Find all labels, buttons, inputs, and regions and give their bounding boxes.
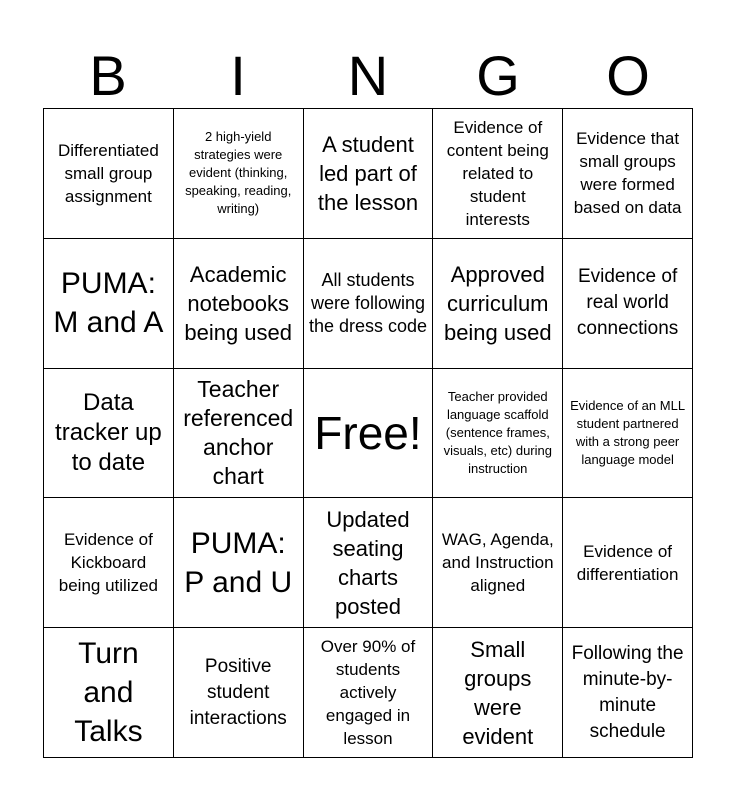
cell-text: Evidence of differentiation xyxy=(576,541,679,584)
bingo-cell[interactable] xyxy=(433,369,563,499)
cell-text: WAG, Agenda, and Instruction aligned xyxy=(441,530,554,596)
bingo-cell[interactable] xyxy=(304,239,434,369)
cell-text: Evidence of content being related to student interests xyxy=(446,117,549,229)
bingo-cell[interactable] xyxy=(174,628,304,758)
bingo-cell[interactable] xyxy=(433,498,563,628)
cell-text: Differentiated small group assignment xyxy=(57,140,159,206)
cell-text: Teacher provided language scaffold (sentence frames, visuals, etc) during instruction xyxy=(443,388,552,476)
cell-text: PUMA: M and A xyxy=(53,267,164,340)
cell-text: Over 90% of students actively engaged in lesson xyxy=(320,637,416,749)
bingo-cell[interactable] xyxy=(174,109,304,239)
bingo-cell[interactable] xyxy=(44,628,174,758)
cell-text: Evidence of an MLL student partnered with a strong peer language model xyxy=(570,397,686,467)
bingo-board xyxy=(43,108,693,758)
cell-text: A student led part of the lesson xyxy=(317,131,419,215)
bingo-cell[interactable] xyxy=(174,498,304,628)
bingo-cell[interactable] xyxy=(174,239,304,369)
bingo-cell[interactable] xyxy=(44,239,174,369)
bingo-cell[interactable] xyxy=(563,109,693,239)
bingo-cell[interactable] xyxy=(174,369,304,499)
cell-text: Evidence that small groups were formed based on data xyxy=(573,129,682,218)
cell-text: Turn and Talks xyxy=(74,637,143,749)
free-space-text: Free! xyxy=(314,406,422,459)
cell-text: Academic notebooks being used xyxy=(184,261,293,345)
cell-text: Evidence of real world connections xyxy=(576,266,679,340)
header-letter-n: N xyxy=(347,44,389,107)
bingo-cell[interactable] xyxy=(433,239,563,369)
bingo-cell[interactable] xyxy=(44,109,174,239)
cell-text: Data tracker up to date xyxy=(55,388,162,476)
bingo-cell[interactable] xyxy=(304,628,434,758)
bingo-cell[interactable] xyxy=(563,498,693,628)
bingo-cell[interactable] xyxy=(563,369,693,499)
header-letter-i: I xyxy=(230,44,246,107)
cell-text: Teacher referenced anchor chart xyxy=(183,375,294,489)
bingo-cell[interactable] xyxy=(304,498,434,628)
cell-text: Updated seating charts posted xyxy=(326,506,410,619)
bingo-cell[interactable] xyxy=(44,369,174,499)
bingo-cell[interactable] xyxy=(563,239,693,369)
bingo-cell[interactable] xyxy=(433,109,563,239)
cell-text: PUMA: P and U xyxy=(184,526,293,599)
cell-text: 2 high-yield strategies were evident (thinking, speaking, reading, writing) xyxy=(185,129,292,217)
cell-text: Approved curriculum being used xyxy=(443,261,552,345)
bingo-header xyxy=(43,44,693,108)
header-letter-g: G xyxy=(476,44,520,107)
cell-text: Positive student interactions xyxy=(189,655,287,729)
cell-text: All students were following the dress code xyxy=(308,269,428,336)
bingo-cell[interactable] xyxy=(563,628,693,758)
header-letter-b: B xyxy=(89,44,127,107)
cell-text: Following the minute-by-minute schedule xyxy=(571,642,684,742)
bingo-cell[interactable] xyxy=(44,498,174,628)
cell-text: Evidence of Kickboard being utilized xyxy=(58,530,159,596)
header-letter-o: O xyxy=(606,44,650,107)
free-space-cell[interactable] xyxy=(304,369,434,499)
bingo-cell[interactable] xyxy=(304,109,434,239)
bingo-cell[interactable] xyxy=(433,628,563,758)
cell-text: Small groups were evident xyxy=(462,636,534,749)
